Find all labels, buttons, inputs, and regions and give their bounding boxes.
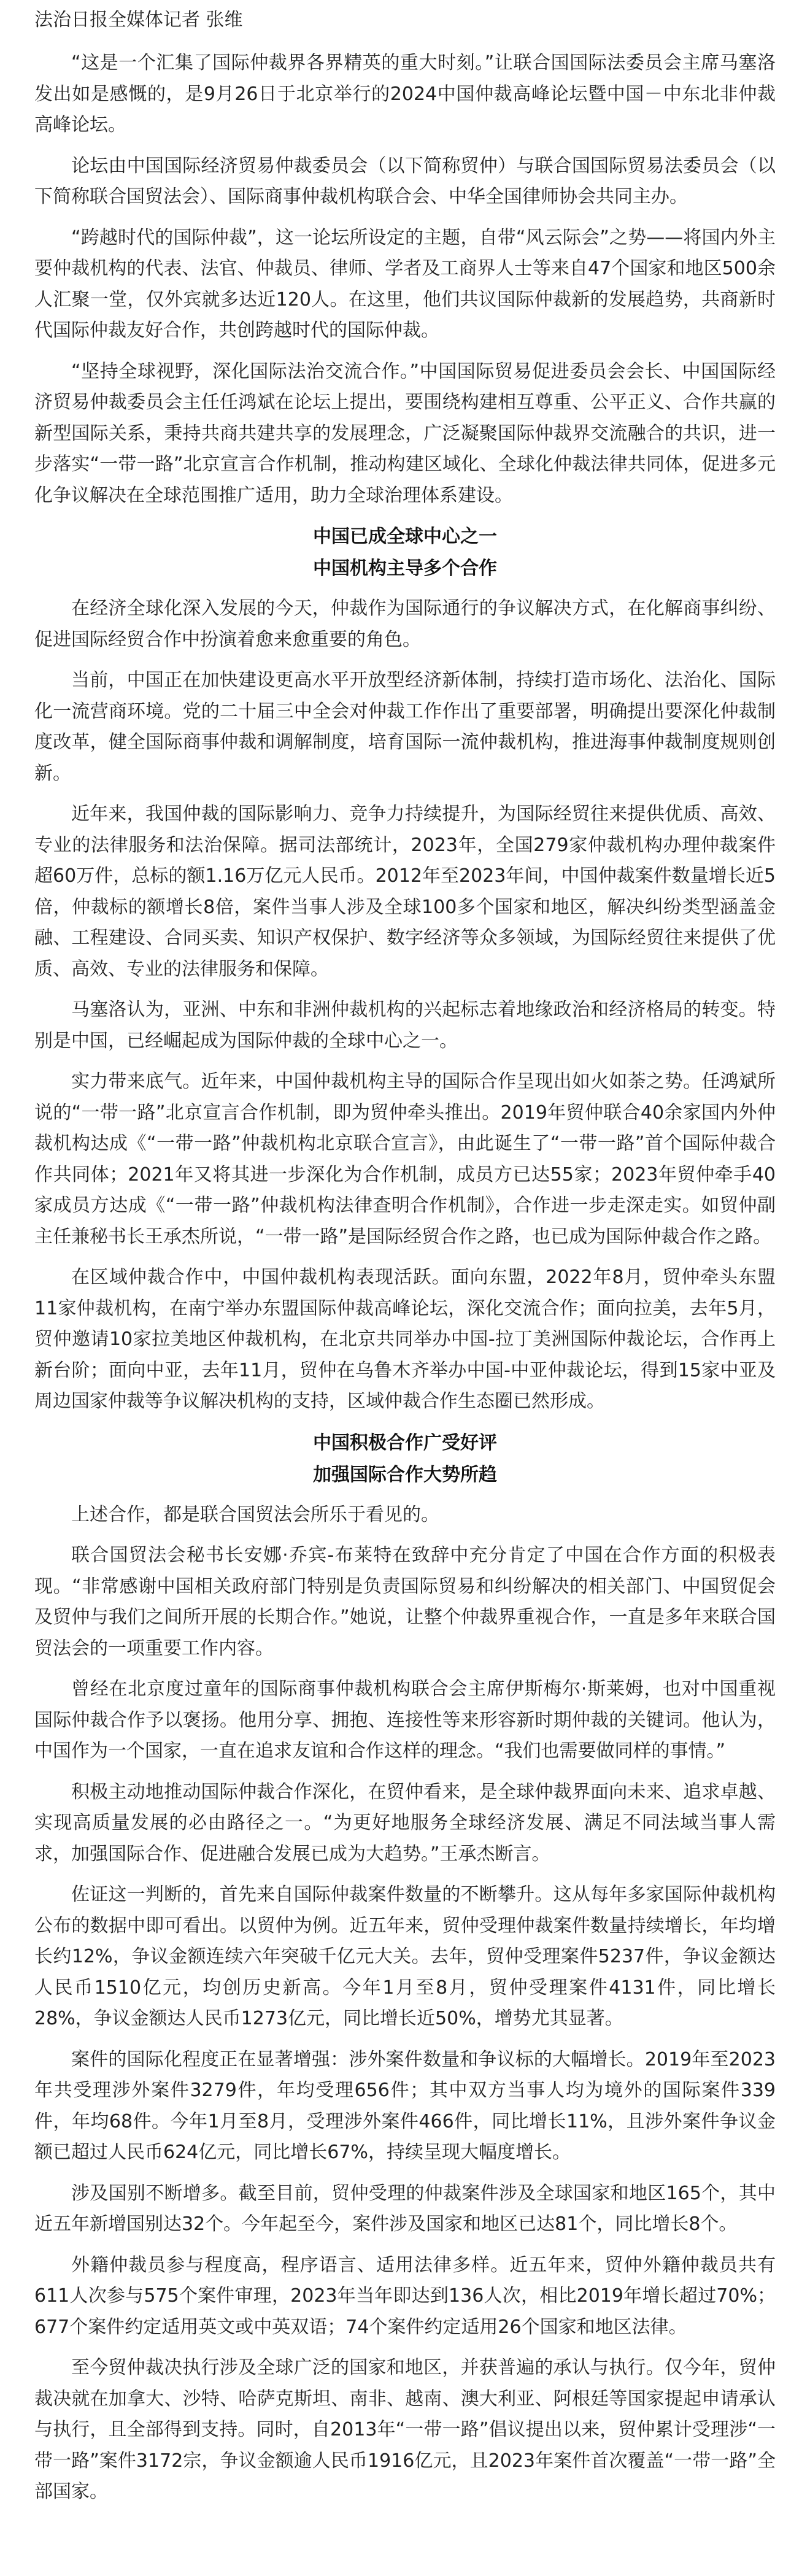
paragraph: 在经济全球化深入发展的今天，仲裁作为国际通行的争议解决方式，在化解商事纠纷、促进国际经贸合作中扮演着愈来愈重要的角色。 xyxy=(34,598,776,650)
section-intro xyxy=(34,48,776,511)
paragraph: 涉及国别不断增多。截至目前，贸仲受理的仲裁案件涉及全球国家和地区165个，其中近五年新增国别达32个。今年起至今，案件涉及国家和地区已达81个，同比增长8个。 xyxy=(34,2182,776,2235)
section-heading xyxy=(34,521,776,585)
section-heading-line: 加强国际合作大势所趋 xyxy=(313,1463,497,1486)
paragraph: 上述合作，都是联合国贸法会所乐于看见的。 xyxy=(71,1503,439,1525)
section-heading-line: 中国已成全球中心之一 xyxy=(313,526,497,547)
paragraph: 马塞洛认为，亚洲、中东和非洲仲裁机构的兴起标志着地缘政治和经济格局的转变。特别是中国，已经崛起成为国际仲裁的全球中心之一。 xyxy=(34,999,776,1052)
paragraph: 当前，中国正在加快建设更高水平开放型经济新体制，持续打造市场化、法治化、国际化一流营商环境。党的二十届三中全会对仲裁工作作出了重要部署，明确提出要深化仲裁制度改革，健全国际商事仲裁和调解制度，培育国际一流仲裁机构，推进海事仲裁制度规则创新。 xyxy=(34,669,776,784)
paragraph: 在区域仲裁合作中，中国仲裁机构表现活跃。面向东盟，2022年8月，贸仲牵头东盟11家仲裁机构，在南宁举办东盟国际仲裁高峰论坛，深化交流合作；面向拉美，去年5月，贸仲邀请10家拉美地区仲裁机构，在北京共同举办中国-拉丁美洲国际仲裁论坛，合作再上新台阶；面向中亚，去年11月，贸仲在乌鲁木齐举办中国-中亚仲裁论坛，得到15家中亚及周边国家仲裁等争议解决机构的支持，区域仲裁合作生态圈已然形成。 xyxy=(34,1267,776,1412)
section-heading xyxy=(34,1427,776,1491)
paragraph: 积极主动地推动国际仲裁合作深化，在贸仲看来，是全球仲裁界面向未来、追求卓越、实现高质量发展的必由路径之一。“为更好地服务全球经济发展、满足不同法域当事人需求，加强国际合作、促进融合发展已成为大趋势。”王承杰断言。 xyxy=(34,1781,776,1865)
section-cooperation xyxy=(34,1427,776,2508)
paragraph: 至今贸仲裁决执行涉及全球广泛的国家和地区，并获普遍的承认与执行。仅今年，贸仲裁决就在加拿大、沙特、哈萨克斯坦、南非、越南、澳大利亚、阿根廷等国家提起申请承认与执行，且全部得到支持。同时，自2013年“一带一路”倡议提出以来，贸仲累计受理涉“一带一路”案件3172宗，争议金额逾人民币1916亿元，且2023年案件首次覆盖“一带一路”全部国家。 xyxy=(34,2357,776,2502)
paragraph: 论坛由中国国际经济贸易仲裁委员会（以下简称贸仲）与联合国国际贸易法委员会（以下简称联合国贸法会）、国际商事仲裁机构联合会、中华全国律师协会共同主办。 xyxy=(34,155,776,207)
section-global-center xyxy=(34,521,776,1417)
paragraph: 实力带来底气。近年来，中国仲裁机构主导的国际合作呈现出如火如荼之势。任鸿斌所说的“一带一路”北京宣言合作机制，即为贸仲牵头推出。2019年贸仲联合40余家国内外仲裁机构达成《“一带一路”仲裁机构北京联合宣言》，由此诞生了“一带一路”首个国际仲裁合作共同体；2021年又将其进一步深化为合作机制，成员方已达55家；2023年贸仲牵手40家成员方达成《“一带一路”仲裁机构法律查明合作机制》，合作进一步走深走实。如贸仲副主任兼秘书长王承杰所说，“一带一路”是国际经贸合作之路，也已成为国际仲裁合作之路。 xyxy=(34,1071,776,1248)
paragraph: 近年来，我国仲裁的国际影响力、竞争力持续提升，为国际经贸往来提供优质、高效、专业的法律服务和法治保障。据司法部统计，2023年，全国279家仲裁机构办理仲裁案件超60万件，总标的额1.16万亿元人民币。2012年至2023年间，中国仲裁案件数量增长近5倍，仲裁标的额增长8倍，案件当事人涉及全球100多个国家和地区，解决纠纷类型涵盖金融、工程建设、合同买卖、知识产权保护、数字经济等众多领域，为国际经贸往来提供了优质、高效、专业的法律服务和保障。 xyxy=(34,803,776,980)
paragraph: 案件的国际化程度正在显著增强：涉外案件数量和争议标的大幅增长。2019年至2023年共受理涉外案件3279件，年均受理656件；其中双方当事人均为境外的国际案件339件，年均68件。今年1月至8月，受理涉外案件466件，同比增长11%，且涉外案件争议金额已超过人民币624亿元，同比增长67%，持续呈现大幅度增长。 xyxy=(34,2048,776,2163)
byline: 法治日报全媒体记者 张维 xyxy=(34,9,243,31)
paragraph: “这是一个汇集了国际仲裁界各界精英的重大时刻。”让联合国国际法委员会主席马塞洛发出如是感慨的，是9月26日于北京举行的2024中国仲裁高峰论坛暨中国－中东北非仲裁高峰论坛。 xyxy=(34,52,776,136)
paragraph: 曾经在北京度过童年的国际商事仲裁机构联合会主席伊斯梅尔·斯莱姆，也对中国重视国际仲裁合作予以褒扬。他用分享、拥抱、连接性等来形容新时期仲裁的关键词。他认为，中国作为一个国家，一直在追求友谊和合作这样的理念。“我们也需要做同样的事情。” xyxy=(34,1678,776,1762)
paragraph: 佐证这一判断的，首先来自国际仲裁案件数量的不断攀升。这从每年多家国际仲裁机构公布的数据中即可看出。以贸仲为例。近五年来，贸仲受理仲裁案件数量持续增长，年均增长约12%，争议金额连续六年突破千亿元大关。去年，贸仲受理案件5237件，争议金额达人民币1510亿元，均创历史新高。今年1月至8月，贸仲受理案件4131件，同比增长28%，争议金额达人民币1273亿元，同比增长近50%，增势尤其显著。 xyxy=(34,1884,776,2029)
section-heading-line: 中国机构主导多个合作 xyxy=(313,558,497,579)
paragraph: “跨越时代的国际仲裁”，这一论坛所设定的主题，自带“风云际会”之势——将国内外主要仲裁机构的代表、法官、仲裁员、律师、学者及工商界人士等来自47个国家和地区500余人汇聚一堂，仅外宾就多达近120人。在这里，他们共议国际仲裁新的发展趋势，共商新时代国际仲裁友好合作，共创跨越时代的国际仲裁。 xyxy=(34,226,776,341)
paragraph: 外籍仲裁员参与程度高，程序语言、适用法律多样。近五年来，贸仲外籍仲裁员共有611人次参与575个案件审理，2023年当年即达到136人次，相比2019年增长超过70%；677个案件约定适用英文或中英双语；74个案件约定适用26个国家和地区法律。 xyxy=(34,2254,776,2338)
section-heading-line: 中国积极合作广受好评 xyxy=(313,1432,497,1454)
paragraph: 联合国贸法会秘书长安娜·乔宾-布莱特在致辞中充分肯定了中国在合作方面的积极表现。“非常感谢中国相关政府部门特别是负责国际贸易和纠纷解决的相关部门、中国贸促会及贸仲与我们之间所开展的长期合作。”她说，让整个仲裁界重视合作，一直是多年来联合国贸法会的一项重要工作内容。 xyxy=(34,1544,776,1659)
paragraph: “坚持全球视野，深化国际法治交流合作。”中国国际贸易促进委员会会长、中国国际经济贸易仲裁委员会主任任鸿斌在论坛上提出，要围绕构建相互尊重、公平正义、合作共赢的新型国际关系，秉持共商共建共享的发展理念，广泛凝聚国际仲裁界交流融合的共识，进一步落实“一带一路”北京宣言合作机制，推动构建区域化、全球化仲裁法律共同体，促进多元化争议解决在全球范围推广适用，助力全球治理体系建设。 xyxy=(34,360,776,506)
